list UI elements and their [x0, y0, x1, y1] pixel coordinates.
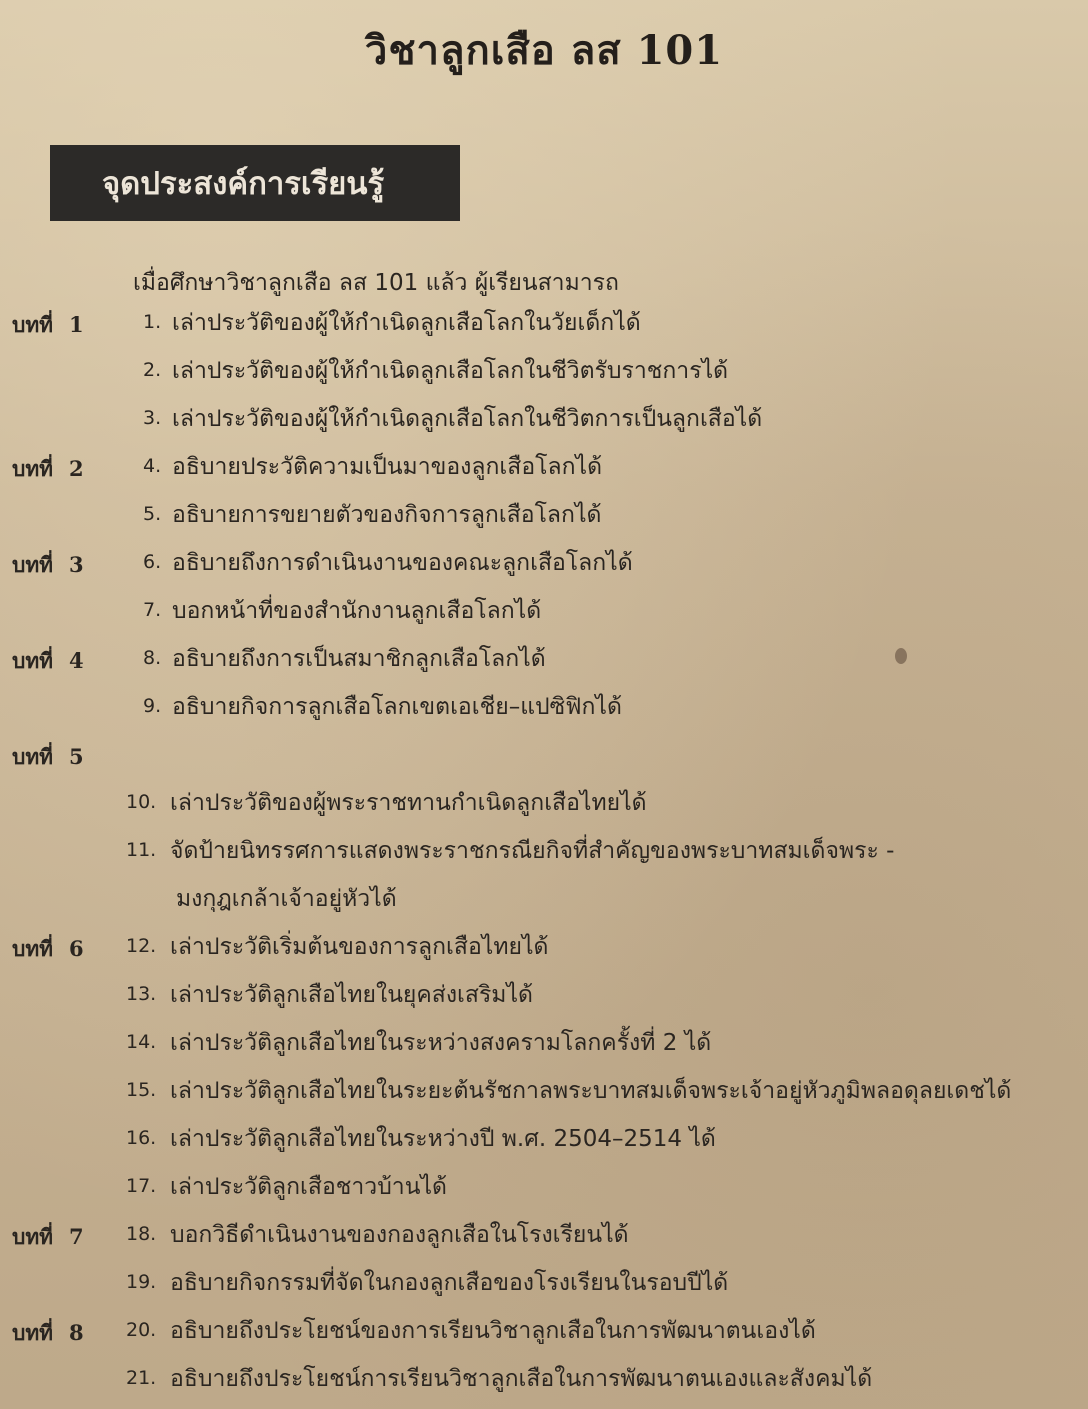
objective-number: 5. — [143, 503, 162, 525]
objective-row — [0, 1217, 1088, 1265]
chapter-word: บทที่ — [12, 648, 54, 673]
objective-text: เล่าประวัติลูกเสือไทยในระยะต้นรัชกาลพระบาทสมเด็จพระเจ้าอยู่หัวภูมิพลอดุลยเดชได้ — [170, 1078, 1012, 1104]
objective-number: 7. — [143, 599, 162, 621]
objective-text: เล่าประวัติของผู้ให้กำเนิดลูกเสือโลกในวัยเด็กได้ — [172, 310, 641, 336]
objective-number: 15. — [126, 1079, 157, 1101]
objective-text: อธิบายถึงประโยชน์การเรียนวิชาลูกเสือในการพัฒนาตนเองและสังคมได้ — [170, 1366, 873, 1392]
ink-smudge — [895, 648, 907, 664]
objective-number: 11. — [126, 839, 157, 861]
objective-number: 3. — [143, 407, 162, 429]
objective-text: เล่าประวัติลูกเสือไทยในระหว่างสงครามโลกครั้งที่ 2 ได้ — [170, 1030, 712, 1056]
chapter-word: บทที่ — [12, 552, 54, 577]
chapter-label — [12, 1317, 84, 1350]
objective-number: 6. — [143, 551, 162, 573]
objective-text: อธิบายประวัติความเป็นมาของลูกเสือโลกได้ — [172, 454, 603, 480]
intro-text: เมื่อศึกษาวิชาลูกเสือ ลส 101 แล้ว ผู้เรียนสามารถ — [133, 270, 619, 296]
objective-number: 16. — [126, 1127, 157, 1149]
objective-text: อธิบายถึงการดำเนินงานของคณะลูกเสือโลกได้ — [172, 550, 633, 576]
objective-row — [0, 353, 1088, 401]
objective-text: เล่าประวัติเริ่มต้นของการลูกเสือไทยได้ — [170, 934, 549, 960]
objective-number: 18. — [126, 1223, 157, 1245]
objective-row — [0, 737, 1088, 785]
objective-row — [0, 497, 1088, 545]
chapter-number: 2 — [69, 456, 84, 481]
objective-row — [0, 593, 1088, 641]
objective-row — [0, 1361, 1088, 1409]
objective-row — [0, 689, 1088, 737]
chapter-word: บทที่ — [12, 744, 54, 769]
objective-row — [0, 1265, 1088, 1313]
objective-row — [0, 833, 1088, 881]
objective-text: อธิบายกิจกรรมที่จัดในกองลูกเสือของโรงเรียนในรอบปีได้ — [170, 1270, 729, 1296]
section-heading-box — [50, 145, 460, 221]
objective-row — [0, 401, 1088, 449]
objective-text: เล่าประวัติลูกเสือชาวบ้านได้ — [170, 1174, 447, 1200]
chapter-label — [12, 1221, 84, 1254]
chapter-word: บทที่ — [12, 312, 54, 337]
chapter-label — [12, 549, 84, 582]
objective-number: 4. — [143, 455, 162, 477]
chapter-number: 4 — [69, 648, 84, 673]
objective-number: 13. — [126, 983, 157, 1005]
section-heading: จุดประสงค์การเรียนรู้ — [102, 166, 385, 202]
chapter-word: บทที่ — [12, 456, 54, 481]
objective-text: บอกหน้าที่ของสำนักงานลูกเสือโลกได้ — [172, 598, 542, 624]
objective-text: อธิบายการขยายตัวของกิจการลูกเสือโลกได้ — [172, 502, 602, 528]
chapter-number: 5 — [69, 744, 84, 769]
objective-row — [0, 641, 1088, 689]
chapter-label — [12, 453, 84, 486]
objective-number: 10. — [126, 791, 157, 813]
objective-text: บอกวิธีดำเนินงานของกองลูกเสือในโรงเรียนได้ — [170, 1222, 629, 1248]
objective-text: เล่าประวัติของผู้ให้กำเนิดลูกเสือโลกในชีวิตรับราชการได้ — [172, 358, 729, 384]
objective-text: เล่าประวัติของผู้ให้กำเนิดลูกเสือโลกในชีวิตการเป็นลูกเสือได้ — [172, 406, 763, 432]
objective-row — [0, 1121, 1088, 1169]
page-title: วิชาลูกเสือ ลส 101 — [364, 27, 724, 74]
objective-text: อธิบายถึงประโยชน์ของการเรียนวิชาลูกเสือในการพัฒนาตนเองได้ — [170, 1318, 816, 1344]
objective-text: เล่าประวัติลูกเสือไทยในระหว่างปี พ.ศ. 2504–2514 ได้ — [170, 1126, 716, 1152]
objective-row — [0, 785, 1088, 833]
chapter-number: 3 — [69, 552, 84, 577]
objective-number: 21. — [126, 1367, 157, 1389]
objective-number: 17. — [126, 1175, 157, 1197]
chapter-word: บทที่ — [12, 1320, 54, 1345]
objective-row — [0, 977, 1088, 1025]
objective-row — [0, 929, 1088, 977]
chapter-number: 7 — [69, 1224, 84, 1249]
chapter-label — [12, 933, 84, 966]
objective-row — [0, 449, 1088, 497]
objective-number: 19. — [126, 1271, 157, 1293]
objective-text: จัดป้ายนิทรรศการแสดงพระราชกรณียกิจที่สำคัญของพระบาทสมเด็จพระ - — [170, 838, 895, 864]
chapter-number: 8 — [69, 1320, 84, 1345]
objective-number: 2. — [143, 359, 162, 381]
objective-number: 12. — [126, 935, 157, 957]
chapter-label — [12, 645, 84, 678]
chapter-label — [12, 741, 84, 774]
objective-text: เล่าประวัติลูกเสือไทยในยุคส่งเสริมได้ — [170, 982, 533, 1008]
objective-number: 1. — [143, 311, 162, 333]
objective-text: อธิบายกิจการลูกเสือโลกเขตเอเชีย–แปซิฟิกได้ — [172, 694, 622, 720]
chapter-number: 1 — [69, 312, 84, 337]
objective-number: 14. — [126, 1031, 157, 1053]
objective-row — [0, 1169, 1088, 1217]
objective-row — [0, 1073, 1088, 1121]
chapter-label — [12, 309, 84, 342]
objective-row — [0, 1025, 1088, 1073]
chapter-word: บทที่ — [12, 936, 54, 961]
objective-row — [0, 881, 1088, 929]
objective-text: อธิบายถึงการเป็นสมาชิกลูกเสือโลกได้ — [172, 646, 546, 672]
objective-number: 9. — [143, 695, 162, 717]
objective-row — [0, 1313, 1088, 1361]
chapter-word: บทที่ — [12, 1224, 54, 1249]
objective-row — [0, 545, 1088, 593]
objective-number: 8. — [143, 647, 162, 669]
objective-text: มงกุฎเกล้าเจ้าอยู่หัวได้ — [176, 886, 397, 912]
chapter-number: 6 — [69, 936, 84, 961]
objective-row — [0, 305, 1088, 353]
objective-number: 20. — [126, 1319, 157, 1341]
objective-text: เล่าประวัติของผู้พระราชทานกำเนิดลูกเสือไทยได้ — [170, 790, 647, 816]
